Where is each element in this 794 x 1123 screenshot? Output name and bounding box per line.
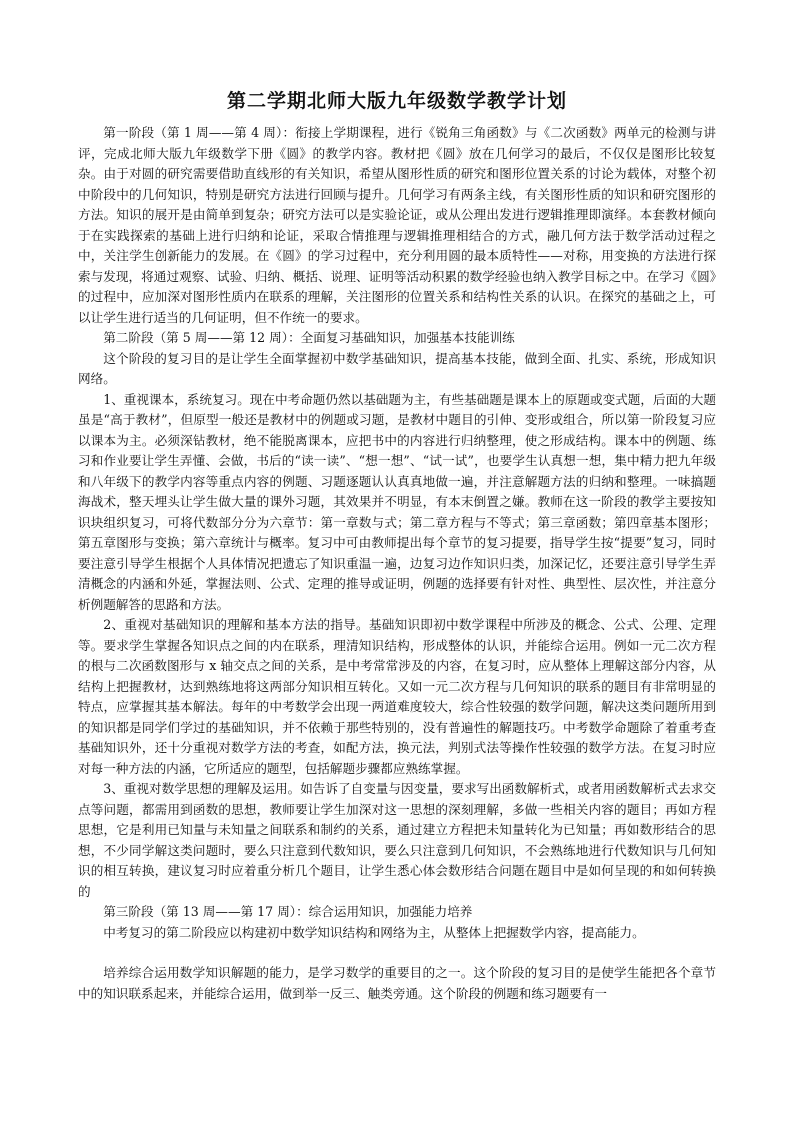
paragraph-stage-two-heading: 第二阶段（第 5 周——第 12 周）：全面复习基础知识，加强基本技能训练 [103,330,515,345]
paragraph-gap [78,943,716,963]
paragraph-point-three: 3、重视对数学思想的理解及运用。如告诉了自变量与因变量，要求写出函数解析式，或者用函数解析式去求交点等问题，都需用到函数的思想，教师要让学生加深对这一思想的深刻理解，多做一些相关内容的题目；再如方程思想，它是利用已知量与未知量之间联系和制约的关系，通过建立方程把未知量转化为已知量；再如数形结合的思想，不少同学解这类问题时，要么只注意到代数知识，要么只注意到几何知识，不会熟练地进行代数知识与几何知识的相互转换，建议复习时应着重分析几个题目，让学生悉心体会数形结合问题在题目中是如何呈现的和如何转换的 [78,781,716,899]
paragraph-point-two: 2、重视对基础知识的理解和基本方法的指导。基础知识即初中数学课程中所涉及的概念、公式、公理、定理等。要求学生掌握各知识点之间的内在联系，理清知识结构，形成整体的认识，并能综合运用。例如一元二次方程的根与二次函数图形与 x 轴交点之间的关系，是中考常常涉及的内容，在复习时，应从整体上理解这部分内容，从结构上把握教材，达到熟练地将这两部分知识相互转化。又如一元二次方程与几何知识的联系的题目有非常明显的特点，应掌握其基本解法。每年的中考数学会出现一两道难度较大，综合性较强的数学问题，解决这类问题所用到的知识都是同学们学过的基础知识，并不依赖于那些特别的，没有普遍性的解题技巧。中考数学命题除了着重考查基础知识外，还十分重视对数学方法的考查，如配方法，换元法，判别式法等操作性较强的数学方法。在复习时应对每一种方法的内涵，它所适应的题型，包括解题步骤都应熟练掌握。 [78,617,716,776]
paragraph-ability-training: 培养综合运用数学知识解题的能力，是学习数学的重要目的之一。这个阶段的复习目的是使学生能把各个章节中的知识联系起来，并能综合运用，做到举一反三、触类旁通。这个阶段的例题和练习题要有一 [78,965,716,1001]
paragraph-stage-two-goal: 这个阶段的复习目的是让学生全面掌握初中数学基础知识，提高基本技能，做到全面、扎实、系统，形成知识网络。 [78,350,716,386]
document-title: 第二学期北师大版九年级数学教学计划 [226,90,567,112]
paragraph-stage-one: 第一阶段（第 1 周——第 4 周）：衔接上学期课程，进行《锐角三角函数》与《二次函数》两单元的检测与讲评，完成北师大版九年级数学下册《圆》的教学内容。教材把《圆》放在几何学习的最后，不仅仅是图形比较复杂。由于对圆的研究需要借助直线形的有关知识，希望从图形性质的研究和图形位置关系的讨论为载体，对整个初中阶段中的几何知识，特别是研究方法进行回顾与提升。几何学习有两条主线，有关图形性质的知识和研究图形的方法。知识的展开是由简单到复杂；研究方法可以是实验论证，或从公理出发进行逻辑推理即演绎。本套教材倾向于在实践探索的基础上进行归纳和论证，采取合情推理与逻辑推理相结合的方式，融几何方法于数学活动过程之中，关注学生创新能力的发展。在《圆》的学习过程中，充分利用圆的最本质特性——对称，用变换的方法进行探索与发现，将通过观察、试验、归纳、概括、说理、证明等活动积累的数学经验也纳入教学目标之中。在学习《圆》的过程中，应加深对图形性质内在联系的理解，关注图形的位置关系和结构性关系的认识。在探究的基础之上，可以让学生进行适当的几何证明，但不作统一的要求。 [78,125,716,325]
paragraph-point-one: 1、重视课本，系统复习。现在中考命题仍然以基础题为主，有些基础题是课本上的原题或变式题，后面的大题虽是“高于教材”，但原型一般还是教材中的例题或习题，是教材中题目的引伸、变形或组合，所以第一阶段复习应以课本为主。必须深钻教材，绝不能脱离课本，应把书中的内容进行归纳整理，使之形成结构。课本中的例题、练习和作业要让学生弄懂、会做，书后的“读一读”、“想一想”、“试一试”，也要学生认真想一想，集中精力把九年级和八年级下的教学内容等重点内容的例题、习题逐题认认真真地做一遍，并注意解题方法的归纳和整理。一味搞题海战术，整天埋头让学生做大量的课外习题，其效果并不明显，有本末倒置之嫌。教师在这一阶段的教学主要按知识块组织复习，可将代数部分分为六章节：第一章数与式；第二章方程与不等式；第三章函数；第四章基本图形；第五章图形与变换；第六章统计与概率。复习中可由教师提出每个章节的复习提要，指导学生按“提要”复习，同时要注意引导学生根据个人具体情况把遗忘了知识重温一遍，边复习边作知识归类，加深记忆，还要注意引导学生弄清概念的内涵和外延，掌握法则、公式、定理的推导或证明，例题的选择要有针对性、典型性、层次性，并注意分析例题解答的思路和方法。 [78,391,716,612]
paragraph-stage-three-heading: 第三阶段（第 13 周——第 17 周）：综合运用知识，加强能力培养 [103,904,473,919]
paragraph-stage-three-goal: 中考复习的第二阶段应以构建初中数学知识结构和网络为主，从整体上把握数学内容，提高能力。 [103,924,645,940]
